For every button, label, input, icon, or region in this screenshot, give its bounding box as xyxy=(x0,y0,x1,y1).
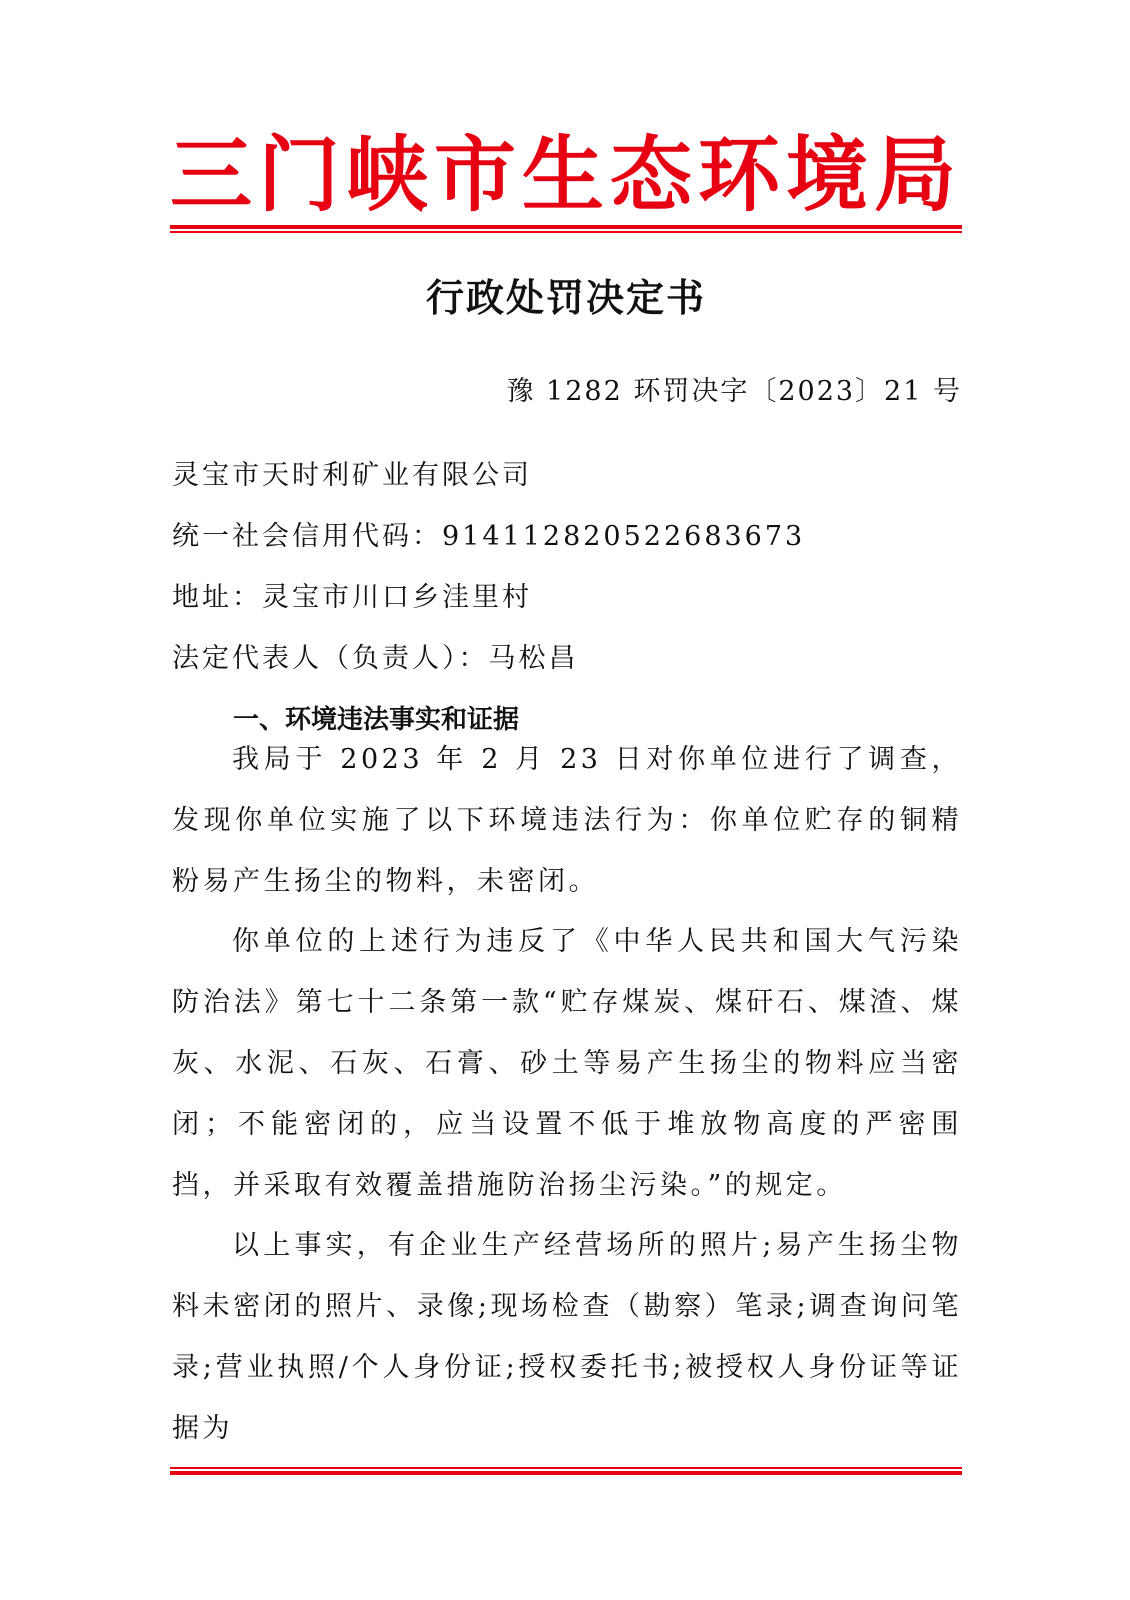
body-paragraph: 我局于 2023 年 2 月 23 日对你单位进行了调查，发现你单位实施了以下环境违法行为：你单位贮存的铜精粉易产生扬尘的物料，未密闭。 xyxy=(172,744,962,897)
header-red-rule-thick xyxy=(170,225,962,229)
party-address: 地址：灵宝市川口乡洼里村 xyxy=(172,582,532,613)
document-title: 行政处罚决定书 xyxy=(425,275,706,320)
section-heading: 一、环境违法事实和证据 xyxy=(233,705,520,735)
party-credit-code: 统一社会信用代码：914112820522683673 xyxy=(172,521,806,552)
document-number: 豫 1282 环罚决字〔2023〕21 号 xyxy=(506,376,962,407)
party-company-name: 灵宝市天时利矿业有限公司 xyxy=(172,460,532,491)
footer-red-rule-thin xyxy=(170,1467,962,1469)
agency-name-header: 三门峡市生态环境局 xyxy=(170,127,963,223)
party-legal-representative: 法定代表人（负责人）：马松昌 xyxy=(172,643,579,674)
footer-red-rule-thick xyxy=(170,1471,962,1475)
body-paragraph: 你单位的上述行为违反了《中华人民共和国大气污染防治法》第七十二条第一款“贮存煤炭、煤矸石、煤渣、煤灰、水泥、石灰、石膏、砂土等易产生扬尘的物料应当密闭；不能密闭的，应当设置不低于堆放物高度的严密围挡，并采取有效覆盖措施防治扬尘污染。”的规定。 xyxy=(172,926,962,1201)
body-paragraph: 以上事实，有企业生产经营场所的照片;易产生扬尘物料未密闭的照片、录像;现场检查（勘察）笔录;调查询问笔录;营业执照/个人身份证;授权委托书;被授权人身份证等证据为 xyxy=(172,1230,962,1444)
header-red-rule-thin xyxy=(170,231,962,233)
